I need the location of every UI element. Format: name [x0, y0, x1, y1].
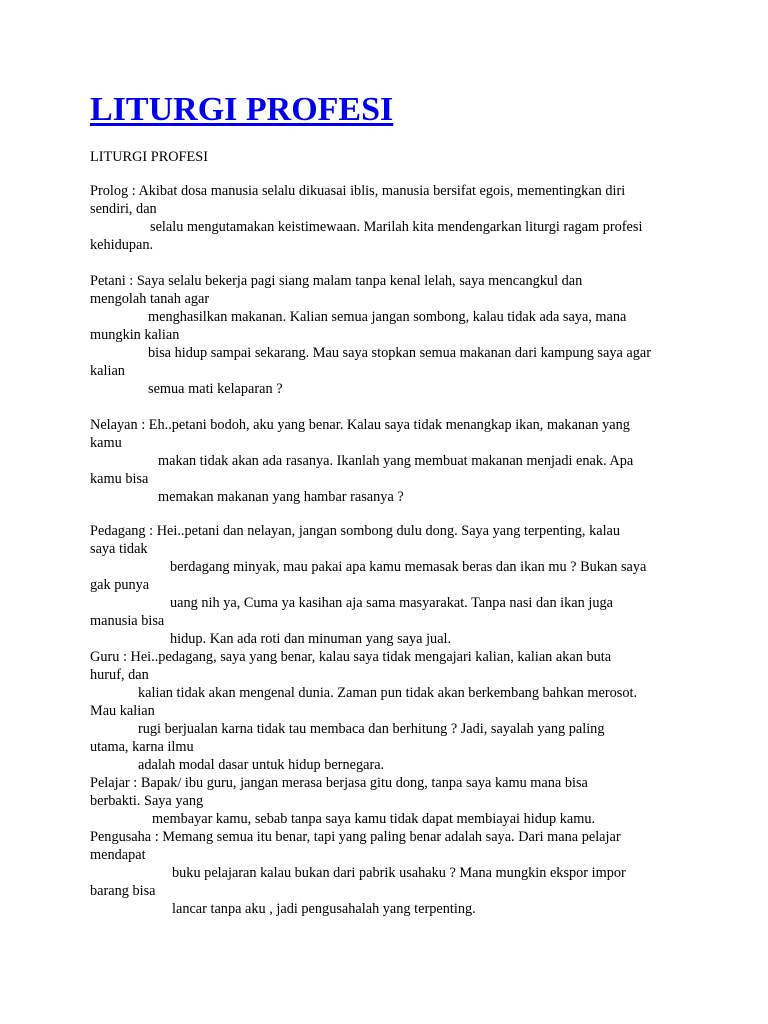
prolog-line: kehidupan.	[90, 237, 154, 253]
prolog-line: sendiri, dan	[90, 201, 157, 217]
pelajar-line: berbakti. Saya yang	[90, 793, 204, 809]
guru-line: Mau kalian	[90, 703, 155, 719]
petani-line: Petani : Saya selalu bekerja pagi siang malam tanpa kenal lelah, saya mencangkul dan	[90, 273, 583, 289]
prolog-line: Prolog : Akibat dosa manusia selalu dikuasai iblis, manusia bersifat egois, mementingkan diri	[90, 183, 626, 199]
nelayan-line: makan tidak akan ada rasanya. Ikanlah yang membuat makanan menjadi enak. Apa	[158, 453, 634, 469]
nelayan-line: kamu	[90, 435, 122, 451]
pengusaha-line: mendapat	[90, 847, 146, 863]
pedagang-line: gak punya	[90, 577, 150, 593]
nelayan-line: memakan makanan yang hambar rasanya ?	[158, 489, 404, 505]
guru-line: utama, karna ilmu	[90, 739, 194, 755]
petani-line: mengolah tanah agar	[90, 291, 210, 307]
pengusaha-line: lancar tanpa aku , jadi pengusahalah yang terpenting.	[172, 901, 476, 917]
petani-line: semua mati kelaparan ?	[148, 381, 283, 397]
guru-line: rugi berjualan karna tidak tau membaca dan berhitung ? Jadi, sayalah yang paling	[138, 721, 605, 737]
pengusaha-line: buku pelajaran kalau bukan dari pabrik usahaku ? Mana mungkin ekspor impor	[172, 865, 626, 881]
pengusaha-line: Pengusaha : Memang semua itu benar, tapi yang paling benar adalah saya. Dari mana pelajar	[90, 829, 621, 845]
pedagang-line: saya tidak	[90, 541, 148, 557]
nelayan-line: kamu bisa	[90, 471, 149, 487]
petani-line: menghasilkan makanan. Kalian semua jangan sombong, kalau tidak ada saya, mana	[148, 309, 627, 325]
petani-line: mungkin kalian	[90, 327, 180, 343]
pelajar-line: Pelajar : Bapak/ ibu guru, jangan merasa berjasa gitu dong, tanpa saya kamu mana bisa	[90, 775, 588, 791]
document-subtitle: LITURGI PROFESI	[90, 149, 208, 165]
guru-line: huruf, dan	[90, 667, 149, 683]
prolog-line: selalu mengutamakan keistimewaan. Marilah kita mendengarkan liturgi ragam profesi	[150, 219, 643, 235]
pedagang-line: uang nih ya, Cuma ya kasihan aja sama masyarakat. Tanpa nasi dan ikan juga	[170, 595, 613, 611]
guru-line: kalian tidak akan mengenal dunia. Zaman pun tidak akan berkembang bahkan merosot.	[138, 685, 638, 701]
pedagang-line: manusia bisa	[90, 613, 165, 629]
petani-line: kalian	[90, 363, 125, 379]
pengusaha-line: barang bisa	[90, 883, 156, 899]
pedagang-line: hidup. Kan ada roti dan minuman yang saya jual.	[170, 631, 452, 647]
pelajar-line: membayar kamu, sebab tanpa saya kamu tidak dapat membiayai hidup kamu.	[152, 811, 596, 827]
pedagang-line: berdagang minyak, mau pakai apa kamu memasak beras dan ikan mu ? Bukan saya	[170, 559, 647, 575]
guru-line: adalah modal dasar untuk hidup bernegara.	[138, 757, 385, 773]
guru-line: Guru : Hei..pedagang, saya yang benar, kalau saya tidak mengajari kalian, kalian akan buta	[90, 649, 612, 665]
petani-line: bisa hidup sampai sekarang. Mau saya stopkan semua makanan dari kampung saya agar	[148, 345, 652, 361]
nelayan-line: Nelayan : Eh..petani bodoh, aku yang benar. Kalau saya tidak menangkap ikan, makanan yang	[90, 417, 630, 433]
pedagang-line: Pedagang : Hei..petani dan nelayan, jangan sombong dulu dong. Saya yang terpenting, kalau	[90, 523, 621, 539]
document-title-link[interactable]: LITURGI PROFESI	[90, 91, 394, 128]
